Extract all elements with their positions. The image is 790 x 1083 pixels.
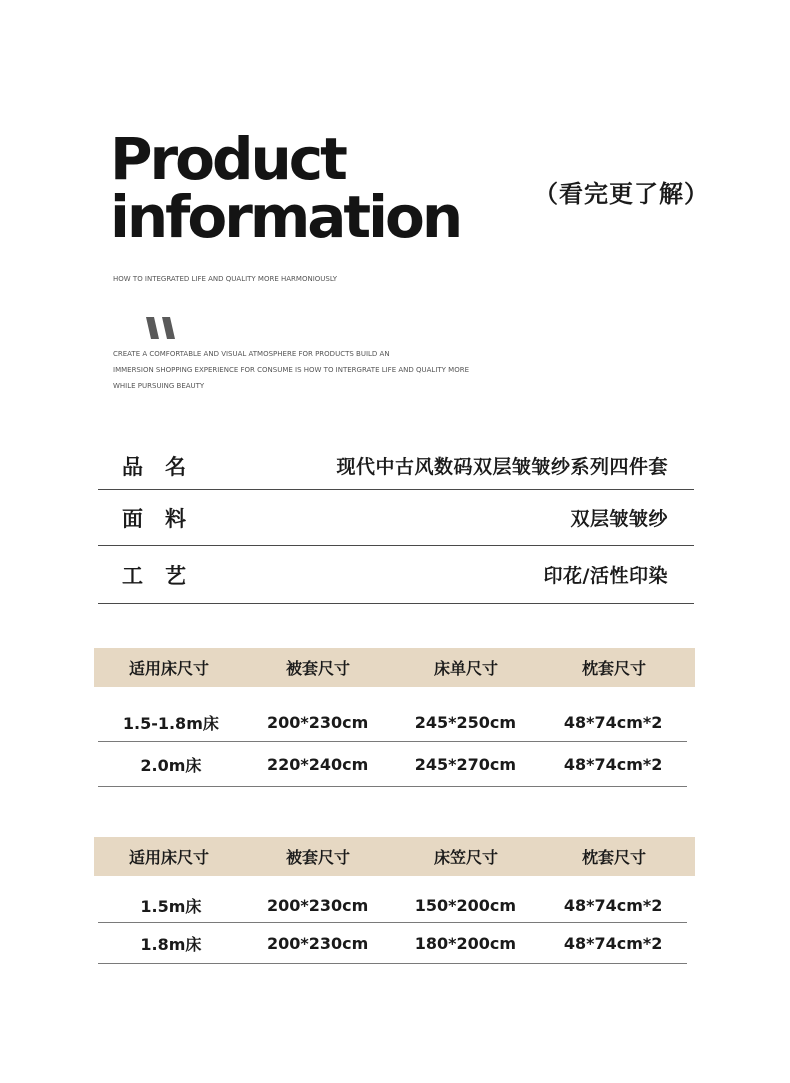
table-cell: 200*230cm: [266, 933, 369, 953]
table-cell: 1.5-1.8m床: [122, 713, 219, 733]
table-cell: 245*270cm: [414, 754, 517, 774]
info-row-fabric: [98, 490, 694, 546]
table-cell: 48*74cm*2: [563, 754, 663, 774]
tagline: HOW TO INTEGRATED LIFE AND QUALITY MORE HARMONIOUSLY: [113, 275, 338, 283]
size-table-sheet: [94, 648, 695, 787]
info-value: 现代中古风数码双层皱皱纱系列四件套: [336, 456, 668, 478]
table-row: [98, 876, 687, 923]
header-cell: 床笠尺寸: [433, 848, 498, 867]
table-cell: 48*74cm*2: [563, 712, 663, 732]
blurb-line: CREATE A COMFORTABLE AND VISUAL ATMOSPHERE FOR PRODUCTS BUILD AN: [113, 350, 390, 358]
info-label: 工艺: [122, 563, 208, 588]
header-cell: 被套尺寸: [285, 848, 350, 867]
subtitle-cn: （看完更了解）: [534, 180, 709, 208]
info-value: 双层皱皱纱: [570, 508, 668, 530]
table-cell: 48*74cm*2: [563, 895, 663, 915]
title-line-2: information: [110, 183, 461, 251]
table-cell: 2.0m床: [140, 755, 202, 775]
header-cell: 适用床尺寸: [128, 659, 209, 678]
quote-mark-icon: [146, 317, 178, 339]
size-table-fitted: [94, 837, 695, 964]
table-cell: 245*250cm: [414, 712, 517, 732]
table-row: [98, 742, 687, 787]
table-cell: 200*230cm: [266, 712, 369, 732]
page-title: [110, 125, 461, 251]
table-cell: 150*200cm: [414, 895, 517, 915]
table-cell: 1.5m床: [140, 896, 202, 916]
table-cell: 1.8m床: [140, 934, 202, 954]
info-label: 面料: [122, 506, 208, 531]
header-cell: 枕套尺寸: [581, 848, 646, 867]
header-cell: 床单尺寸: [433, 659, 498, 678]
table-cell: 220*240cm: [266, 754, 369, 774]
table-cell: 200*230cm: [266, 895, 369, 915]
info-row-name: [98, 442, 694, 490]
product-info-list: [98, 442, 694, 604]
table-cell: 180*200cm: [414, 933, 517, 953]
info-label: 品名: [122, 454, 208, 479]
blurb-line: IMMERSION SHOPPING EXPERIENCE FOR CONSUME IS HOW TO INTERGRATE LIFE AND QUALITY MORE: [113, 366, 469, 374]
table-row: [98, 687, 687, 742]
info-row-craft: [98, 546, 694, 604]
blurb-line: WHILE PURSUING BEAUTY: [113, 382, 205, 390]
table-header: [94, 837, 695, 876]
title-line-1: Product: [110, 125, 345, 193]
table-header: [94, 648, 695, 687]
header-cell: 枕套尺寸: [581, 659, 646, 678]
info-value: 印花/活性印染: [543, 565, 668, 587]
header-cell: 被套尺寸: [285, 659, 350, 678]
blurb: [113, 346, 513, 394]
header-cell: 适用床尺寸: [128, 848, 209, 867]
table-cell: 48*74cm*2: [563, 933, 663, 953]
table-row: [98, 923, 687, 964]
